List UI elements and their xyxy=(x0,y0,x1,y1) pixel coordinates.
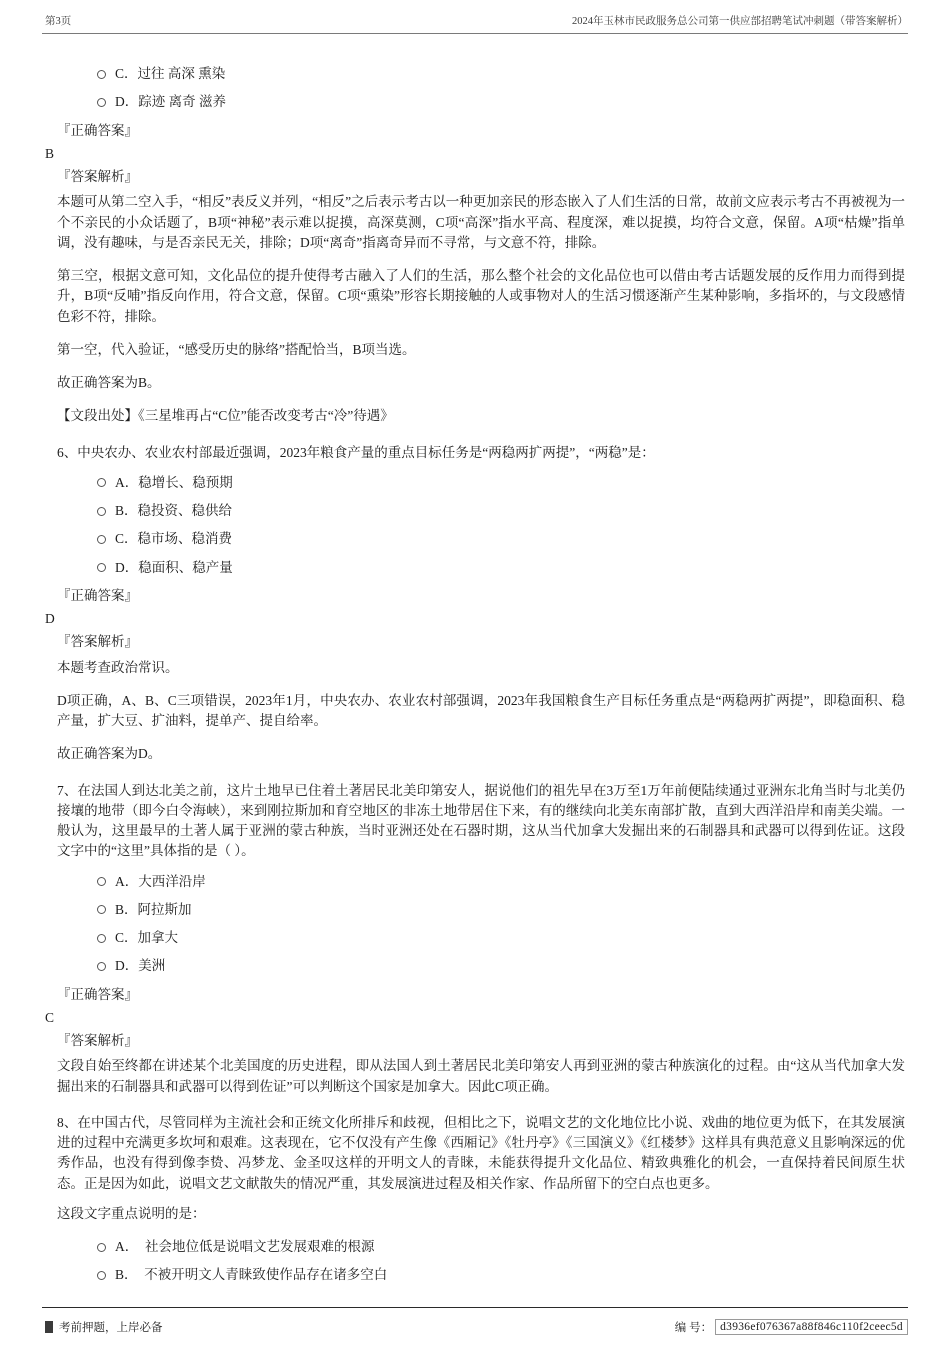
doc-code-label: 编 号： xyxy=(674,1322,713,1334)
answer-option-row xyxy=(97,64,905,84)
answer-section-label: 『正确答案』 xyxy=(57,122,138,138)
explanation-paragraph: 本题考查政治常识。 xyxy=(57,659,179,675)
radio-button-icon[interactable] xyxy=(97,905,106,914)
bullet-icon xyxy=(45,1321,53,1333)
header-divider xyxy=(42,33,908,34)
option-label[interactable]: D．稳面积、稳产量 xyxy=(115,559,233,575)
explanation-paragraph: 这段文字重点说明的是： xyxy=(57,1205,206,1221)
explanation-paragraph: 故正确答案为D。 xyxy=(57,746,162,762)
correct-answer-letter: C xyxy=(45,1009,55,1025)
option-label[interactable]: B． 不被开明文人青睐致使作品存在诸多空白 xyxy=(115,1267,388,1283)
answer-section-label: 『正确答案』 xyxy=(57,587,138,603)
answer-section-label: 『正确答案』 xyxy=(57,986,138,1002)
question-text: 7、在法国人到达北美之前，这片土地早已住着土著居民北美印第安人，据说他们的祖先早在3万至1万年前便陆续通过亚洲东北角当时与北美仍接壤的地带（即今白令海峡），来到刚拉斯加和育空地区的非冻土地带居住下来，有的继续向北美东南部扩散，直到大西洋沿岸和南美尖端。一般认为，这里最早的土著人属于亚洲的蒙古种族，当时亚洲还处在石器时期，这从当代加拿大发掘出来的石制器具和武器可以得到佐证。这段文字中的“这里”具体指的是（ ）。 xyxy=(57,782,905,859)
page-header xyxy=(45,13,908,28)
radio-button-icon[interactable] xyxy=(97,1271,106,1280)
doc-code-value: d3936ef076367a88f846c110f2ceec5d xyxy=(715,1319,908,1335)
answer-option-row xyxy=(97,1237,905,1257)
footer-divider xyxy=(42,1307,908,1308)
radio-button-icon[interactable] xyxy=(97,98,106,107)
explanation-paragraph: 第一空，代入验证，“感受历史的脉络”搭配恰当，B项当选。 xyxy=(57,341,416,357)
footer-right xyxy=(675,1319,908,1335)
option-label[interactable]: B．阿拉斯加 xyxy=(115,901,192,917)
radio-button-icon[interactable] xyxy=(97,535,106,544)
answer-option-row xyxy=(97,900,905,920)
option-label[interactable]: D．踪迹 离奇 滋养 xyxy=(115,94,226,110)
question-text: 6、中央农办、农业农村部最近强调，2023年粮食产量的重点目标任务是“两稳两扩两提”，“两稳”是： xyxy=(57,444,655,460)
option-label[interactable]: C．加拿大 xyxy=(115,930,179,945)
document-title: 2024年玉林市民政服务总公司第一供应部招聘笔试冲刺题（带答案解析） xyxy=(572,16,908,27)
answer-option-row xyxy=(97,928,905,948)
option-label[interactable]: D．美洲 xyxy=(115,958,166,974)
answer-section-label: 『答案解析』 xyxy=(57,634,138,650)
option-label[interactable]: A． 社会地位低是说唱文艺发展艰难的根源 xyxy=(115,1239,375,1254)
answer-option-row xyxy=(97,501,905,521)
answer-option-row xyxy=(97,1265,905,1285)
radio-button-icon[interactable] xyxy=(97,478,106,487)
option-label[interactable]: C．过往 高深 熏染 xyxy=(115,66,226,81)
answer-option-row xyxy=(97,956,905,976)
explanation-paragraph: 文段自始至终都在讲述某个北美国度的历史进程，即从法国人到土著居民北美印第安人再到亚洲的蒙古种族演化的过程。由“这从当代加拿大发掘出来的石制器具和武器可以得到佐证”可以判断这个国家是加拿大。因此C项正确。 xyxy=(57,1058,905,1094)
radio-button-icon[interactable] xyxy=(97,507,106,516)
question-content xyxy=(45,64,905,1294)
page-number-label: 第3页 xyxy=(45,16,72,27)
explanation-paragraph: D项正确，A、B、C三项错误，2023年1月，中央农办、农业农村部强调，2023年我国粮食生产目标任务重点是“两稳两扩两提”，即稳面积、稳产量，扩大豆、扩油料，提单产、提自给率。 xyxy=(57,692,905,728)
answer-option-row xyxy=(97,473,905,493)
option-label[interactable]: B．稳投资、稳供给 xyxy=(115,503,233,518)
option-label[interactable]: A．大西洋沿岸 xyxy=(115,873,206,889)
answer-section-label: 『答案解析』 xyxy=(57,1033,138,1048)
radio-button-icon[interactable] xyxy=(97,70,106,79)
option-label[interactable]: A．稳增长、稳预期 xyxy=(115,474,233,490)
footer-left xyxy=(45,1319,163,1335)
radio-button-icon[interactable] xyxy=(97,877,106,886)
radio-button-icon[interactable] xyxy=(97,1243,106,1252)
answer-option-row xyxy=(97,529,905,549)
answer-option-row xyxy=(97,92,905,112)
footer-slogan: 考前押题，上岸必备 xyxy=(59,1322,163,1334)
correct-answer-letter: B xyxy=(45,145,55,161)
source-citation: 【文段出处】《三星堆再占“C位”能否改变考古“冷”待遇》 xyxy=(57,408,394,424)
radio-button-icon[interactable] xyxy=(97,934,106,943)
radio-button-icon[interactable] xyxy=(97,563,106,572)
radio-button-icon[interactable] xyxy=(97,962,106,971)
answer-section-label: 『答案解析』 xyxy=(57,169,138,184)
correct-answer-letter: D xyxy=(45,611,55,626)
explanation-paragraph: 故正确答案为B。 xyxy=(57,375,161,390)
page-footer xyxy=(45,1319,908,1335)
answer-option-row xyxy=(97,872,905,892)
option-label[interactable]: C．稳市场、稳消费 xyxy=(115,531,233,547)
question-text: 8、在中国古代，尽管同样为主流社会和正统文化所排斥和歧视，但相比之下，说唱文艺的文化地位比小说、戏曲的地位更为低下，在其发展演进的过程中充满更多坎坷和艰难。这表现在，它不仅没有产生像《西厢记》《牡丹亭》《三国演义》《红楼梦》这样具有典范意义且影响深远的优秀作品，也没有得到像李贽、冯梦龙、金圣叹这样的开明文人的青睐，未能获得提升文化品位、精致典雅化的机会，一直保持着民间原生状态。正是因为如此，说唱文艺文献散失的情况严重，其发展演进过程及相关作家、作品所留下的空白点也更多。 xyxy=(57,1114,905,1191)
answer-option-row xyxy=(97,558,905,578)
explanation-paragraph: 第三空，根据文意可知，文化品位的提升使得考古融入了人们的生活，那么整个社会的文化品位也可以借由考古话题发展的反作用力而得到提升，B项“反哺”指反向作用，符合文意，保留。C项“熏染”形容长期接触的人或事物对人的生活习惯逐渐产生某种影响，多指坏的，与文段感情色彩不符，排除。 xyxy=(57,268,905,324)
explanation-paragraph: 本题可从第二空入手，“相反”表反义并列，“相反”之后表示考古以一种更加亲民的形态嵌入了人们生活的日常，故前文应表示考古不再被视为一个不亲民的小众话题了，B项“神秘”表示难以捉摸，高深莫测，C项“高深”指水平高、程度深，难以捉摸，均符合文意，保留。A项“枯燥”指单调，没有趣味，与是否亲民无关，排除；D项“离奇”指离奇异而不寻常，与文意不符，排除。 xyxy=(57,194,905,250)
